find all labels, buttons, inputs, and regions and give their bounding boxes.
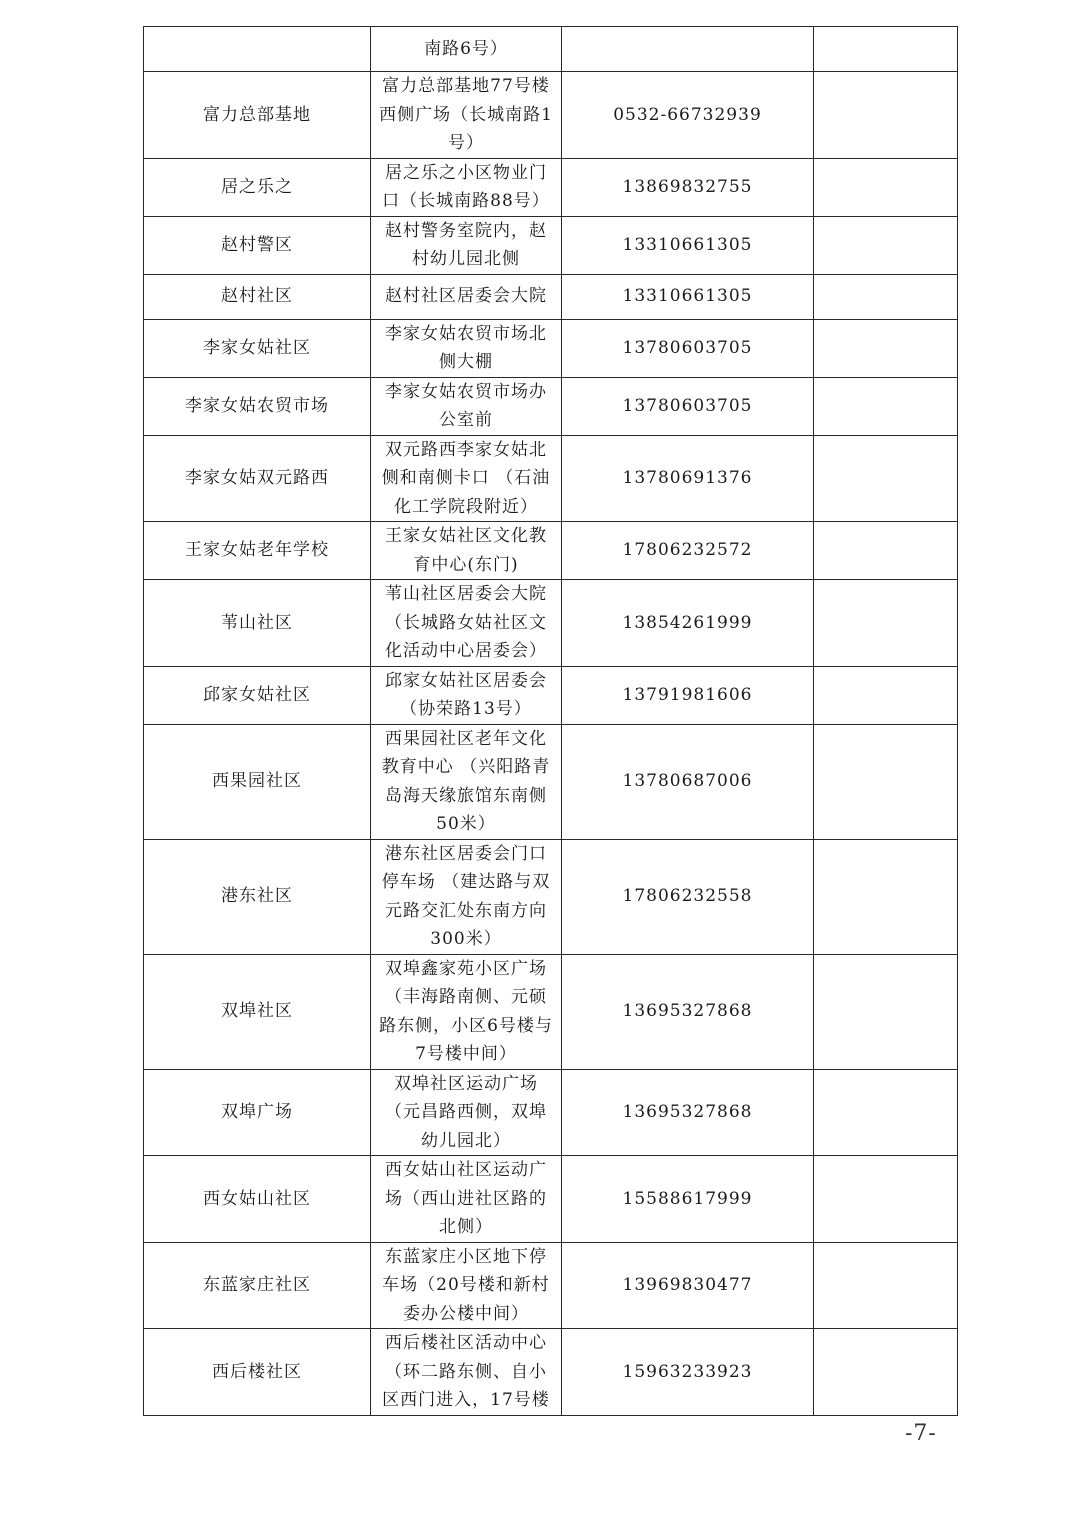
note-cell: [814, 216, 958, 274]
note-cell: [814, 954, 958, 1069]
phone-cell: 13780603705: [562, 319, 814, 377]
table-row: [144, 954, 958, 1069]
table-row: [144, 27, 958, 72]
phone-cell: 0532-66732939: [562, 72, 814, 159]
sites-table: [143, 26, 958, 1416]
page-number: -7-: [905, 1421, 937, 1446]
phone-cell: 13310661305: [562, 274, 814, 319]
site-name-cell: 西女姑山社区: [144, 1156, 371, 1243]
table-row: [144, 377, 958, 435]
table-row: [144, 435, 958, 522]
site-name-cell: 苇山社区: [144, 580, 371, 667]
table-row: [144, 1156, 958, 1243]
site-name-cell: [144, 27, 371, 72]
note-cell: [814, 1069, 958, 1156]
site-name-cell: 李家女姑社区: [144, 319, 371, 377]
note-cell: [814, 522, 958, 580]
site-name-cell: 富力总部基地: [144, 72, 371, 159]
phone-cell: 15963233923: [562, 1329, 814, 1416]
note-cell: [814, 27, 958, 72]
address-cell: 赵村社区居委会大院: [371, 274, 562, 319]
phone-cell: 13695327868: [562, 954, 814, 1069]
phone-cell: 13969830477: [562, 1242, 814, 1329]
table-row: [144, 1069, 958, 1156]
phone-cell: 15588617999: [562, 1156, 814, 1243]
address-cell: 邱家女姑社区居委会（协荣路13号）: [371, 666, 562, 724]
table-row: [144, 522, 958, 580]
site-name-cell: 王家女姑老年学校: [144, 522, 371, 580]
sites-table-body: [144, 27, 958, 1416]
note-cell: [814, 1156, 958, 1243]
site-name-cell: 赵村警区: [144, 216, 371, 274]
site-name-cell: 双埠广场: [144, 1069, 371, 1156]
address-cell: 双元路西李家女姑北侧和南侧卡口 （石油化工学院段附近）: [371, 435, 562, 522]
phone-cell: 13869832755: [562, 158, 814, 216]
address-cell: 居之乐之小区物业门口（长城南路88号）: [371, 158, 562, 216]
site-name-cell: 赵村社区: [144, 274, 371, 319]
phone-cell: 13791981606: [562, 666, 814, 724]
table-row: [144, 72, 958, 159]
site-name-cell: 李家女姑双元路西: [144, 435, 371, 522]
address-cell: 南路6号）: [371, 27, 562, 72]
table-row: [144, 724, 958, 839]
address-cell: 西果园社区老年文化教育中心 （兴阳路青岛海天缘旅馆东南侧50米）: [371, 724, 562, 839]
phone-cell: 13780687006: [562, 724, 814, 839]
phone-cell: 13854261999: [562, 580, 814, 667]
address-cell: 王家女姑社区文化教育中心(东门): [371, 522, 562, 580]
phone-cell: 17806232572: [562, 522, 814, 580]
address-cell: 苇山社区居委会大院（长城路女姑社区文化活动中心居委会）: [371, 580, 562, 667]
phone-cell: 13310661305: [562, 216, 814, 274]
note-cell: [814, 435, 958, 522]
address-cell: 富力总部基地77号楼西侧广场（长城南路1号）: [371, 72, 562, 159]
table-row: [144, 319, 958, 377]
phone-cell: 13780691376: [562, 435, 814, 522]
note-cell: [814, 158, 958, 216]
table-row: [144, 274, 958, 319]
table-row: [144, 580, 958, 667]
note-cell: [814, 72, 958, 159]
address-cell: 双埠社区运动广场（元昌路西侧，双埠幼儿园北）: [371, 1069, 562, 1156]
address-cell: 西后楼社区活动中心（环二路东侧、自小区西门进入，17号楼: [371, 1329, 562, 1416]
phone-cell: 13695327868: [562, 1069, 814, 1156]
site-name-cell: 双埠社区: [144, 954, 371, 1069]
note-cell: [814, 666, 958, 724]
site-name-cell: 邱家女姑社区: [144, 666, 371, 724]
table-row: [144, 1242, 958, 1329]
table-row: [144, 666, 958, 724]
address-cell: 李家女姑农贸市场办公室前: [371, 377, 562, 435]
note-cell: [814, 580, 958, 667]
note-cell: [814, 839, 958, 954]
phone-cell: [562, 27, 814, 72]
address-cell: 港东社区居委会门口停车场 （建达路与双元路交汇处东南方向300米）: [371, 839, 562, 954]
phone-cell: 17806232558: [562, 839, 814, 954]
address-cell: 东蓝家庄小区地下停车场（20号楼和新村委办公楼中间）: [371, 1242, 562, 1329]
note-cell: [814, 377, 958, 435]
site-name-cell: 居之乐之: [144, 158, 371, 216]
table-row: [144, 158, 958, 216]
table-row: [144, 1329, 958, 1416]
site-name-cell: 港东社区: [144, 839, 371, 954]
address-cell: 西女姑山社区运动广场（西山进社区路的北侧）: [371, 1156, 562, 1243]
note-cell: [814, 319, 958, 377]
site-name-cell: 西果园社区: [144, 724, 371, 839]
site-name-cell: 李家女姑农贸市场: [144, 377, 371, 435]
address-cell: 赵村警务室院内，赵村幼儿园北侧: [371, 216, 562, 274]
address-cell: 双埠鑫家苑小区广场（丰海路南侧、元硕路东侧，小区6号楼与7号楼中间）: [371, 954, 562, 1069]
site-name-cell: 西后楼社区: [144, 1329, 371, 1416]
address-cell: 李家女姑农贸市场北侧大棚: [371, 319, 562, 377]
site-name-cell: 东蓝家庄社区: [144, 1242, 371, 1329]
note-cell: [814, 724, 958, 839]
table-row: [144, 216, 958, 274]
note-cell: [814, 1242, 958, 1329]
phone-cell: 13780603705: [562, 377, 814, 435]
table-row: [144, 839, 958, 954]
note-cell: [814, 1329, 958, 1416]
note-cell: [814, 274, 958, 319]
